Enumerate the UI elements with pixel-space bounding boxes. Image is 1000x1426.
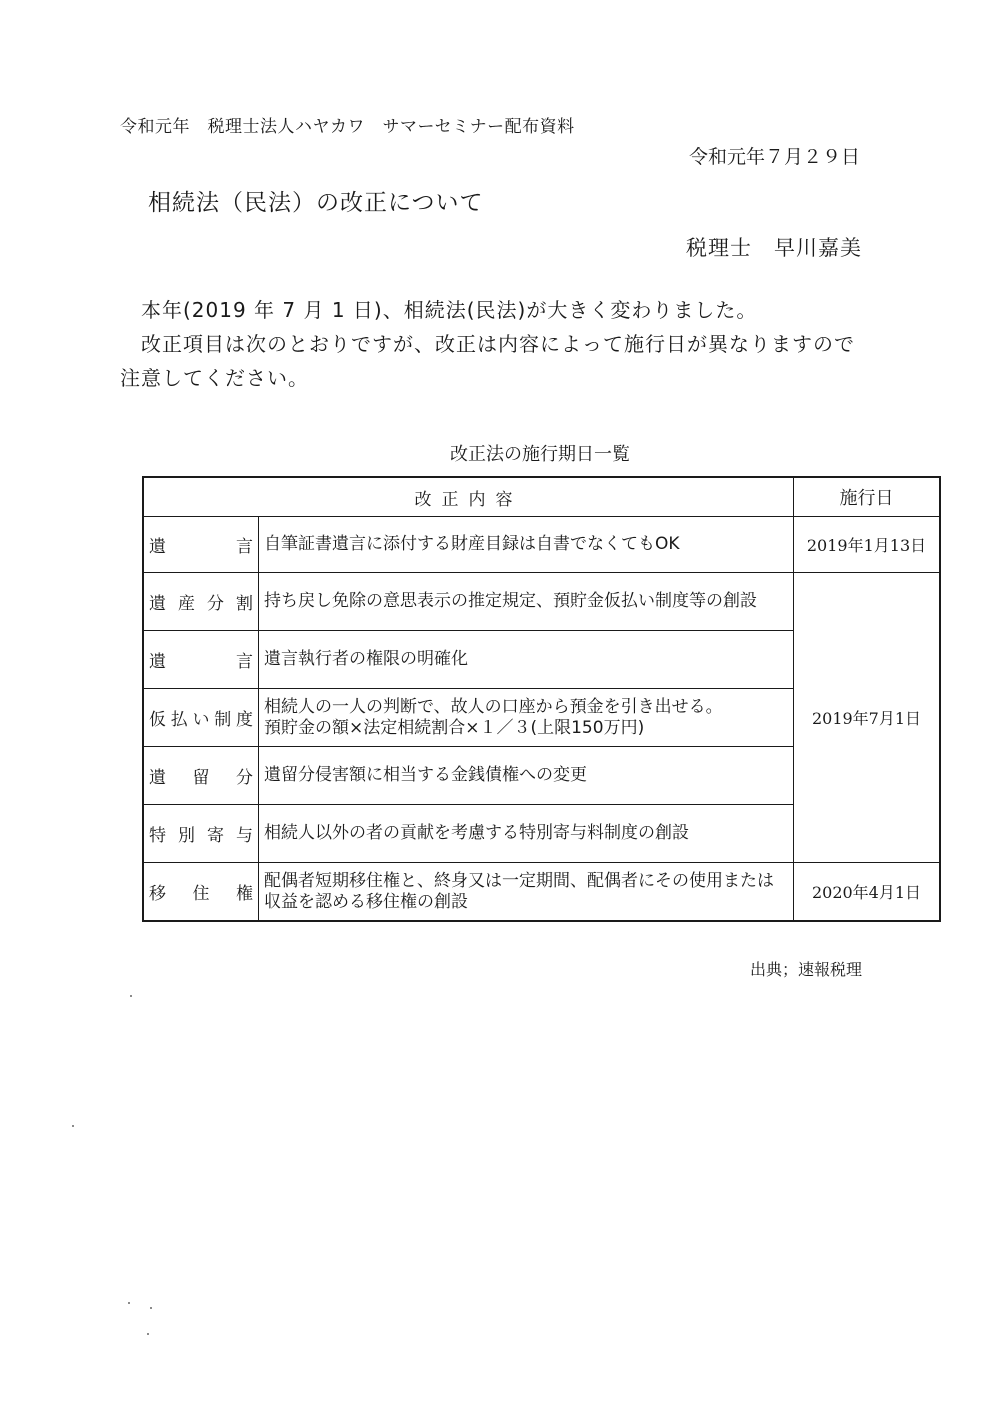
row-description: 相続人以外の者の貢献を考慮する特別寄与料制度の創設 xyxy=(259,805,794,863)
document-date: 令和元年７月２９日 xyxy=(688,146,860,168)
row-description: 遺留分侵害額に相当する金銭債権への変更 xyxy=(259,747,794,805)
row-category: 特別寄与 xyxy=(143,805,259,863)
scan-speck xyxy=(130,995,132,997)
row-description: 配偶者短期移住権と、終身又は一定期間、配偶者にその使用または収益を認める移住権の創設 xyxy=(259,863,794,922)
row-category: 遺言 xyxy=(143,517,259,573)
row-date: 2019年1月13日 xyxy=(794,517,941,573)
description-line: 相続人の一人の判断で、故人の口座から預金を引き出せる。 xyxy=(264,696,723,717)
row-description xyxy=(259,689,794,747)
document-author: 税理士 早川嘉美 xyxy=(686,236,862,260)
description-line: 預貯金の額×法定相続割合×１／３(上限150万円) xyxy=(264,717,645,738)
table-header-row xyxy=(143,477,940,517)
intro-paragraph xyxy=(120,293,855,395)
table-row xyxy=(143,573,940,631)
table-caption: 改正法の施行期日一覧 xyxy=(450,444,630,465)
intro-line: 注意してください。 xyxy=(120,366,309,390)
enforcement-date-table xyxy=(142,476,941,922)
row-description: 遺言執行者の権限の明確化 xyxy=(259,631,794,689)
header-date: 施行日 xyxy=(794,477,941,517)
document-title: 相続法（民法）の改正について xyxy=(148,190,484,216)
row-category: 仮払い制度 xyxy=(143,689,259,747)
row-date: 2020年4月1日 xyxy=(794,863,941,922)
row-category: 移住権 xyxy=(143,863,259,922)
intro-line: 改正項目は次のとおりですが、改正は内容によって施行日が異なりますので xyxy=(120,332,855,356)
header-content: 改正内容 xyxy=(143,477,794,517)
scan-speck xyxy=(128,1302,130,1304)
seminar-header: 令和元年 税理士法人ハヤカワ サマーセミナー配布資料 xyxy=(120,117,575,137)
row-description: 自筆証書遺言に添付する財産目録は自書でなくてもOK xyxy=(259,517,794,573)
intro-line: 本年(2019 年 7 月 1 日)、相続法(民法)が大きく変わりました。 xyxy=(120,298,758,322)
table-row xyxy=(143,517,940,573)
source-citation: 出典；速報税理 xyxy=(749,960,862,979)
scan-speck xyxy=(147,1333,149,1335)
row-category: 遺産分割 xyxy=(143,573,259,631)
scan-speck xyxy=(72,1125,74,1127)
row-category: 遺留分 xyxy=(143,747,259,805)
table-row xyxy=(143,863,940,922)
row-description: 持ち戻し免除の意思表示の推定規定、預貯金仮払い制度等の創設 xyxy=(259,573,794,631)
scan-speck xyxy=(150,1307,152,1309)
row-category: 遺言 xyxy=(143,631,259,689)
row-date: 2019年7月1日 xyxy=(794,573,941,863)
